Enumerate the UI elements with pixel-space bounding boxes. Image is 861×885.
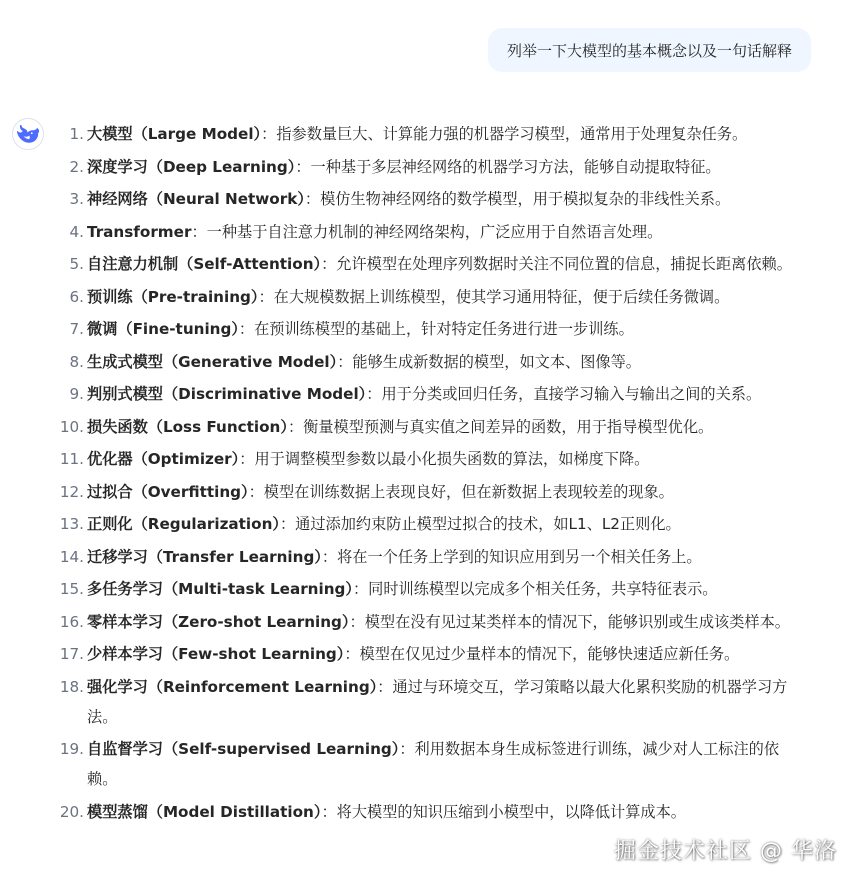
term-separator: ： (248, 482, 264, 501)
concept-description: 利用数据本身生成标签进行训练，减少对人工标注的依赖。 (87, 740, 780, 788)
list-item (58, 379, 808, 409)
concept-description: 指参数量巨大、计算能力强的机器学习模型，通常用于处理复杂任务。 (276, 125, 748, 143)
concept-term: 迁移学习（Transfer Learning） (87, 547, 322, 566)
term-separator: ： (352, 580, 369, 598)
concept-description: 能够生成新数据的模型，如文本、图像等。 (352, 352, 641, 371)
term-separator: ： (304, 190, 321, 208)
list-item (58, 119, 808, 149)
term-separator: ： (377, 677, 393, 696)
term-separator: ： (191, 222, 207, 241)
concept-term: 生成式模型（Generative Model） (87, 352, 338, 371)
list-item (58, 509, 808, 539)
list-item (58, 639, 808, 669)
concept-description: 衡量模型预测与真实值之间差异的函数，用于指导模型优化。 (303, 417, 714, 436)
list-item (58, 574, 808, 604)
concept-description: 模仿生物神经网络的数学模型，用于模拟复杂的非线性关系。 (320, 190, 731, 208)
list-item (58, 249, 808, 279)
term-separator: ： (321, 547, 338, 566)
list-item-number: 4. (69, 222, 84, 241)
concept-term: 过拟合（Overfitting） (87, 482, 249, 501)
concept-description: 模型在仅见过少量样本的情况下，能够快速适应新任务。 (359, 645, 740, 663)
list-item (58, 314, 808, 344)
list-item-number: 6. (69, 287, 84, 306)
list-item-number: 1. (69, 125, 84, 143)
concept-term: 优化器（Optimizer） (87, 450, 240, 468)
concept-description: 将大模型的知识压缩到小模型中，以降低计算成本。 (336, 802, 686, 821)
list-item-number: 2. (69, 157, 84, 176)
term-separator: ： (295, 157, 311, 176)
concept-term: 损失函数（Loss Function） (87, 417, 288, 436)
concept-term: 判别式模型（Discriminative Model） (87, 385, 367, 403)
concept-description: 在大规模数据上训练模型，使其学习通用特征，便于后续任务微调。 (273, 287, 730, 306)
list-item-number: 8. (69, 352, 84, 371)
term-separator: ： (321, 255, 337, 273)
concept-description: 通过与环境交互，学习策略以最大化累积奖励的机器学习方法。 (87, 677, 788, 726)
list-item (58, 412, 808, 442)
list-item (58, 152, 808, 182)
watermark: 掘金技术社区 @ 华洛 (614, 839, 837, 864)
list-item-number: 13. (59, 515, 84, 533)
user-message-bubble (488, 28, 811, 72)
list-item (58, 542, 808, 572)
concept-term: 零样本学习（Zero-shot Learning） (87, 612, 350, 631)
term-separator: ： (399, 740, 415, 758)
term-separator: ： (261, 125, 277, 143)
concept-description: 模型在训练数据上表现良好，但在新数据上表现较差的现象。 (263, 482, 674, 501)
list-item-number: 3. (69, 190, 84, 208)
user-message-text: 列举一下大模型的基本概念以及一句话解释 (506, 41, 792, 60)
concept-description: 用于分类或回归任务，直接学习输入与输出之间的关系。 (381, 385, 762, 403)
concept-term: 强化学习（Reinforcement Learning） (87, 677, 378, 696)
concept-term: 神经网络（Neural Network） (87, 190, 305, 208)
list-item (58, 477, 808, 507)
term-separator: ： (279, 515, 296, 533)
term-separator: ： (239, 450, 255, 468)
term-separator: ： (349, 612, 365, 631)
concept-term: 自监督学习（Self-supervised Learning） (87, 740, 400, 758)
list-item-number: 5. (69, 255, 84, 273)
list-item-number: 7. (69, 320, 84, 338)
list-item (58, 734, 808, 794)
list-item (58, 282, 808, 312)
concept-description: 一种基于多层神经网络的机器学习方法，能够自动提取特征。 (310, 157, 721, 176)
whale-logo-icon (17, 125, 39, 143)
concept-term: 多任务学习（Multi-task Learning） (87, 580, 353, 598)
list-item-number: 19. (59, 740, 84, 758)
concept-description: 将在一个任务上学到的知识应用到另一个相关任务上。 (337, 547, 702, 566)
list-item-number: 15. (59, 580, 84, 598)
answer-list (58, 119, 808, 829)
concept-description: 允许模型在处理序列数据时关注不同位置的信息，捕捉长距离依赖。 (336, 255, 792, 273)
list-item (58, 184, 808, 214)
concept-term: 大模型（Large Model） (87, 125, 262, 143)
concept-term: 自注意力机制（Self-Attention） (87, 255, 322, 273)
list-item-number: 9. (69, 385, 84, 403)
concept-term: 少样本学习（Few-shot Learning） (87, 645, 345, 663)
concept-description: 通过添加约束防止模型过拟合的技术，如L1、L2正则化。 (295, 515, 681, 533)
list-item-number: 16. (59, 612, 84, 631)
concept-term: 微调（Fine-tuning） (87, 320, 239, 338)
list-item-number: 10. (59, 417, 84, 436)
term-separator: ： (321, 802, 337, 821)
list-item-number: 14. (59, 547, 84, 566)
list-item (58, 672, 808, 732)
concept-term: 预训练（Pre-training） (87, 287, 259, 306)
concept-term: Transformer (87, 222, 192, 241)
concept-term: 正则化（Regularization） (87, 515, 280, 533)
list-item (58, 607, 808, 637)
term-separator: ： (344, 645, 360, 663)
list-item-number: 18. (59, 677, 84, 696)
concept-description: 在预训练模型的基础上，针对特定任务进行进一步训练。 (254, 320, 634, 338)
list-item (58, 217, 808, 247)
concept-description: 用于调整模型参数以最小化损失函数的算法，如梯度下降。 (254, 450, 650, 468)
term-separator: ： (366, 385, 382, 403)
list-item-number: 11. (59, 450, 84, 468)
term-separator: ： (258, 287, 274, 306)
concept-description: 同时训练模型以完成多个相关任务，共享特征表示。 (368, 580, 718, 598)
term-separator: ： (238, 320, 255, 338)
term-separator: ： (337, 352, 353, 371)
assistant-avatar (12, 118, 44, 150)
term-separator: ： (287, 417, 304, 436)
concept-term: 深度学习（Deep Learning） (87, 157, 296, 176)
list-item-number: 17. (59, 645, 84, 663)
concept-term: 模型蒸馏（Model Distillation） (87, 802, 322, 821)
list-item (58, 797, 808, 827)
list-item (58, 444, 808, 474)
list-item-number: 20. (59, 802, 84, 821)
list-item (58, 347, 808, 377)
concept-description: 模型在没有见过某类样本的情况下，能够识别或生成该类样本。 (364, 612, 790, 631)
list-item-number: 12. (59, 482, 84, 501)
concept-description: 一种基于自注意力机制的神经网络架构，广泛应用于自然语言处理。 (206, 222, 663, 241)
